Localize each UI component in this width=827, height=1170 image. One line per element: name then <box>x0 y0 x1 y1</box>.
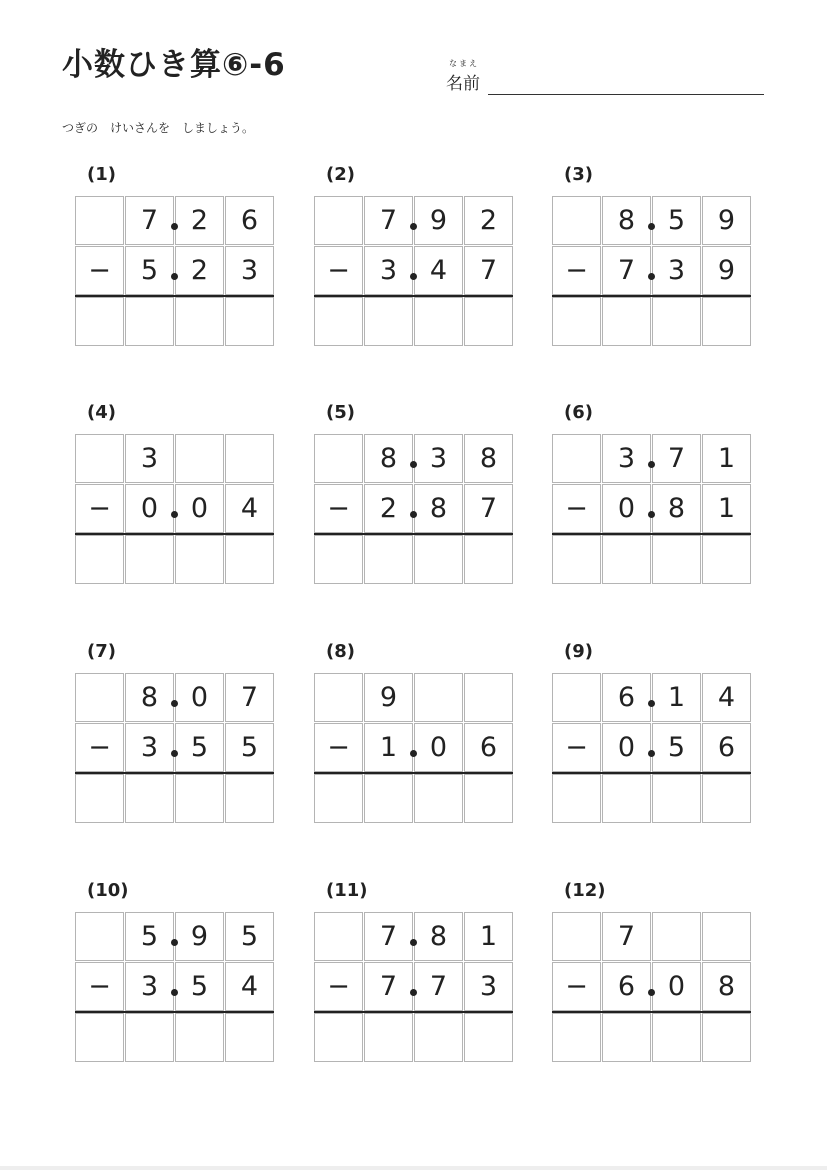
calc-grid <box>552 912 751 1063</box>
answer-cell[interactable] <box>364 774 413 823</box>
digit-cell: 8 <box>414 484 463 533</box>
digit-cell: 0 <box>125 484 174 533</box>
answer-cell[interactable] <box>225 774 274 823</box>
answer-cell[interactable] <box>75 297 124 346</box>
subtrahend-row <box>75 962 274 1012</box>
decimal-point <box>410 511 417 518</box>
digit-cell <box>75 434 124 483</box>
minus-sign: − <box>314 246 363 295</box>
answer-cell[interactable] <box>414 774 463 823</box>
minuend-row <box>314 912 513 962</box>
digit-cell: 9 <box>702 196 751 245</box>
minus-sign: − <box>552 246 601 295</box>
answer-cell[interactable] <box>314 1013 363 1062</box>
minus-sign: − <box>75 246 124 295</box>
calc-grid <box>552 196 751 347</box>
subtrahend-row <box>314 962 513 1012</box>
answer-rule <box>75 295 274 297</box>
digit-cell <box>314 434 363 483</box>
digit-cell: 7 <box>602 246 651 295</box>
answer-row <box>75 774 274 824</box>
decimal-point <box>410 223 417 230</box>
problem-number: (10) <box>87 880 129 901</box>
calc-grid <box>75 912 274 1063</box>
decimal-point <box>410 273 417 280</box>
minuend-row <box>314 673 513 723</box>
answer-cell[interactable] <box>552 774 601 823</box>
digit-cell: 5 <box>175 962 224 1011</box>
digit-cell <box>314 196 363 245</box>
problem-number: (1) <box>87 164 116 185</box>
minuend-row <box>75 434 274 484</box>
digit-cell: 7 <box>225 673 274 722</box>
answer-cell[interactable] <box>75 774 124 823</box>
answer-cell[interactable] <box>175 297 224 346</box>
minus-sign: − <box>75 962 124 1011</box>
digit-cell: 8 <box>125 673 174 722</box>
digit-cell <box>75 912 124 961</box>
minuend-row <box>552 196 751 246</box>
answer-row <box>314 297 513 347</box>
calc-grid <box>75 434 274 585</box>
digit-cell <box>75 196 124 245</box>
subtrahend-row <box>314 246 513 296</box>
digit-cell: 8 <box>414 912 463 961</box>
calc-grid <box>314 434 513 585</box>
answer-cell[interactable] <box>414 535 463 584</box>
digit-cell: 7 <box>602 912 651 961</box>
decimal-point <box>648 700 655 707</box>
digit-cell: 0 <box>602 723 651 772</box>
decimal-point <box>171 939 178 946</box>
minus-sign: − <box>314 723 363 772</box>
answer-rule <box>314 533 513 535</box>
digit-cell: 7 <box>652 434 701 483</box>
digit-cell: 6 <box>702 723 751 772</box>
digit-cell: 7 <box>414 962 463 1011</box>
digit-cell: 3 <box>602 434 651 483</box>
name-ruby: なまえ <box>449 59 479 68</box>
decimal-point <box>648 461 655 468</box>
digit-cell: 0 <box>602 484 651 533</box>
digit-cell: 7 <box>364 912 413 961</box>
answer-row <box>75 1013 274 1063</box>
digit-cell <box>552 912 601 961</box>
digit-cell: 7 <box>364 962 413 1011</box>
answer-cell[interactable] <box>414 297 463 346</box>
digit-cell: 0 <box>414 723 463 772</box>
answer-cell[interactable] <box>364 535 413 584</box>
decimal-point <box>648 511 655 518</box>
answer-cell[interactable] <box>225 535 274 584</box>
answer-cell[interactable] <box>364 1013 413 1062</box>
digit-cell: 0 <box>175 484 224 533</box>
problem-number: (5) <box>326 402 355 423</box>
subtrahend-row <box>314 723 513 773</box>
answer-cell[interactable] <box>364 297 413 346</box>
digit-cell: 0 <box>652 962 701 1011</box>
answer-cell[interactable] <box>314 297 363 346</box>
subtrahend-row <box>552 962 751 1012</box>
minuend-row <box>314 196 513 246</box>
answer-cell[interactable] <box>225 297 274 346</box>
decimal-point <box>648 750 655 757</box>
minuend-row <box>75 673 274 723</box>
digit-cell: 6 <box>225 196 274 245</box>
digit-cell: 3 <box>652 246 701 295</box>
digit-cell <box>314 673 363 722</box>
minus-sign: − <box>552 723 601 772</box>
answer-rule <box>314 295 513 297</box>
digit-cell <box>552 673 601 722</box>
digit-cell: 1 <box>652 673 701 722</box>
digit-cell: 3 <box>364 246 413 295</box>
minuend-row <box>75 912 274 962</box>
digit-cell: 9 <box>364 673 413 722</box>
digit-cell: 5 <box>225 912 274 961</box>
decimal-point <box>410 461 417 468</box>
digit-cell <box>552 196 601 245</box>
problem-number: (9) <box>564 641 593 662</box>
answer-row <box>75 535 274 585</box>
digit-cell: 3 <box>414 434 463 483</box>
answer-cell[interactable] <box>125 1013 174 1062</box>
minuend-row <box>75 196 274 246</box>
digit-cell <box>464 673 513 722</box>
answer-rule <box>552 772 751 774</box>
digit-cell: 3 <box>464 962 513 1011</box>
answer-cell[interactable] <box>225 1013 274 1062</box>
minus-sign: − <box>75 484 124 533</box>
answer-row <box>314 1013 513 1063</box>
calc-grid <box>552 434 751 585</box>
digit-cell: 7 <box>464 484 513 533</box>
digit-cell: 5 <box>125 912 174 961</box>
digit-cell <box>175 434 224 483</box>
digit-cell: 0 <box>175 673 224 722</box>
subtrahend-row <box>75 484 274 534</box>
digit-cell <box>702 912 751 961</box>
answer-cell[interactable] <box>464 535 513 584</box>
minuend-row <box>552 673 751 723</box>
answer-cell[interactable] <box>652 1013 701 1062</box>
minus-sign: − <box>314 484 363 533</box>
answer-row <box>552 535 751 585</box>
answer-cell[interactable] <box>175 535 224 584</box>
digit-cell: 1 <box>464 912 513 961</box>
answer-cell[interactable] <box>464 774 513 823</box>
calc-grid <box>314 673 513 824</box>
answer-cell[interactable] <box>602 1013 651 1062</box>
calc-grid <box>75 673 274 824</box>
name-label: 名前 <box>446 74 480 94</box>
answer-cell[interactable] <box>552 535 601 584</box>
digit-cell: 4 <box>225 484 274 533</box>
digit-cell: 7 <box>464 246 513 295</box>
answer-rule <box>552 533 751 535</box>
page-title: 小数ひき算⑥-6 <box>62 47 286 83</box>
answer-cell[interactable] <box>602 297 651 346</box>
minus-sign: − <box>75 723 124 772</box>
problem-number: (3) <box>564 164 593 185</box>
digit-cell: 7 <box>125 196 174 245</box>
digit-cell: 9 <box>175 912 224 961</box>
digit-cell: 1 <box>364 723 413 772</box>
minus-sign: − <box>552 962 601 1011</box>
answer-cell[interactable] <box>702 774 751 823</box>
answer-cell[interactable] <box>652 297 701 346</box>
digit-cell: 3 <box>225 246 274 295</box>
answer-row <box>314 774 513 824</box>
digit-cell: 8 <box>464 434 513 483</box>
digit-cell: 3 <box>125 962 174 1011</box>
digit-cell: 5 <box>175 723 224 772</box>
digit-cell: 4 <box>702 673 751 722</box>
subtrahend-row <box>552 723 751 773</box>
problem-number: (6) <box>564 402 593 423</box>
answer-cell[interactable] <box>175 774 224 823</box>
digit-cell: 2 <box>175 246 224 295</box>
digit-cell: 3 <box>125 434 174 483</box>
subtrahend-row <box>75 723 274 773</box>
decimal-point <box>648 273 655 280</box>
answer-cell[interactable] <box>552 297 601 346</box>
digit-cell: 6 <box>602 673 651 722</box>
problem-number: (2) <box>326 164 355 185</box>
digit-cell: 5 <box>225 723 274 772</box>
digit-cell: 1 <box>702 484 751 533</box>
answer-cell[interactable] <box>464 297 513 346</box>
digit-cell: 9 <box>414 196 463 245</box>
minuend-row <box>314 434 513 484</box>
page-bottom-edge <box>0 1166 827 1170</box>
answer-rule <box>75 533 274 535</box>
answer-cell[interactable] <box>702 1013 751 1062</box>
answer-cell[interactable] <box>702 297 751 346</box>
digit-cell: 1 <box>702 434 751 483</box>
digit-cell: 7 <box>364 196 413 245</box>
digit-cell: 6 <box>464 723 513 772</box>
digit-cell: 8 <box>602 196 651 245</box>
answer-cell[interactable] <box>464 1013 513 1062</box>
decimal-point <box>171 700 178 707</box>
answer-rule <box>314 772 513 774</box>
subtrahend-row <box>75 246 274 296</box>
decimal-point <box>410 939 417 946</box>
digit-cell: 4 <box>414 246 463 295</box>
answer-cell[interactable] <box>314 774 363 823</box>
name-write-line[interactable] <box>488 94 764 95</box>
digit-cell <box>414 673 463 722</box>
digit-cell: 2 <box>364 484 413 533</box>
digit-cell: 3 <box>125 723 174 772</box>
digit-cell: 5 <box>125 246 174 295</box>
decimal-point <box>410 750 417 757</box>
decimal-point <box>171 273 178 280</box>
digit-cell: 6 <box>602 962 651 1011</box>
problem-number: (11) <box>326 880 368 901</box>
digit-cell: 9 <box>702 246 751 295</box>
calc-grid <box>75 196 274 347</box>
subtrahend-row <box>552 484 751 534</box>
decimal-point <box>648 223 655 230</box>
digit-cell <box>225 434 274 483</box>
answer-row <box>314 535 513 585</box>
problem-number: (12) <box>564 880 606 901</box>
answer-cell[interactable] <box>552 1013 601 1062</box>
answer-cell[interactable] <box>652 535 701 584</box>
digit-cell: 2 <box>464 196 513 245</box>
answer-rule <box>75 772 274 774</box>
answer-rule <box>314 1011 513 1013</box>
decimal-point <box>171 511 178 518</box>
answer-row <box>552 1013 751 1063</box>
answer-rule <box>552 1011 751 1013</box>
answer-rule <box>552 295 751 297</box>
answer-row <box>552 774 751 824</box>
minus-sign: − <box>552 484 601 533</box>
digit-cell <box>652 912 701 961</box>
calc-grid <box>314 196 513 347</box>
answer-rule <box>75 1011 274 1013</box>
calc-grid <box>314 912 513 1063</box>
answer-row <box>552 297 751 347</box>
digit-cell <box>75 673 124 722</box>
digit-cell: 5 <box>652 723 701 772</box>
digit-cell <box>314 912 363 961</box>
answer-cell[interactable] <box>125 535 174 584</box>
answer-cell[interactable] <box>75 535 124 584</box>
answer-cell[interactable] <box>602 535 651 584</box>
answer-cell[interactable] <box>414 1013 463 1062</box>
answer-row <box>75 297 274 347</box>
problem-number: (8) <box>326 641 355 662</box>
digit-cell: 5 <box>652 196 701 245</box>
digit-cell: 8 <box>364 434 413 483</box>
answer-cell[interactable] <box>652 774 701 823</box>
answer-cell[interactable] <box>602 774 651 823</box>
digit-cell: 4 <box>225 962 274 1011</box>
calc-grid <box>552 673 751 824</box>
minuend-row <box>552 912 751 962</box>
decimal-point <box>648 989 655 996</box>
instruction-text: つぎの けいさんを しましょう。 <box>62 121 255 135</box>
minuend-row <box>552 434 751 484</box>
answer-cell[interactable] <box>175 1013 224 1062</box>
decimal-point <box>171 750 178 757</box>
digit-cell <box>552 434 601 483</box>
answer-cell[interactable] <box>125 297 174 346</box>
decimal-point <box>171 989 178 996</box>
answer-cell[interactable] <box>702 535 751 584</box>
answer-cell[interactable] <box>314 535 363 584</box>
answer-cell[interactable] <box>75 1013 124 1062</box>
answer-cell[interactable] <box>125 774 174 823</box>
digit-cell: 8 <box>652 484 701 533</box>
decimal-point <box>171 223 178 230</box>
minus-sign: − <box>314 962 363 1011</box>
digit-cell: 2 <box>175 196 224 245</box>
problem-number: (7) <box>87 641 116 662</box>
subtrahend-row <box>314 484 513 534</box>
decimal-point <box>410 989 417 996</box>
subtrahend-row <box>552 246 751 296</box>
digit-cell: 8 <box>702 962 751 1011</box>
problem-number: (4) <box>87 402 116 423</box>
